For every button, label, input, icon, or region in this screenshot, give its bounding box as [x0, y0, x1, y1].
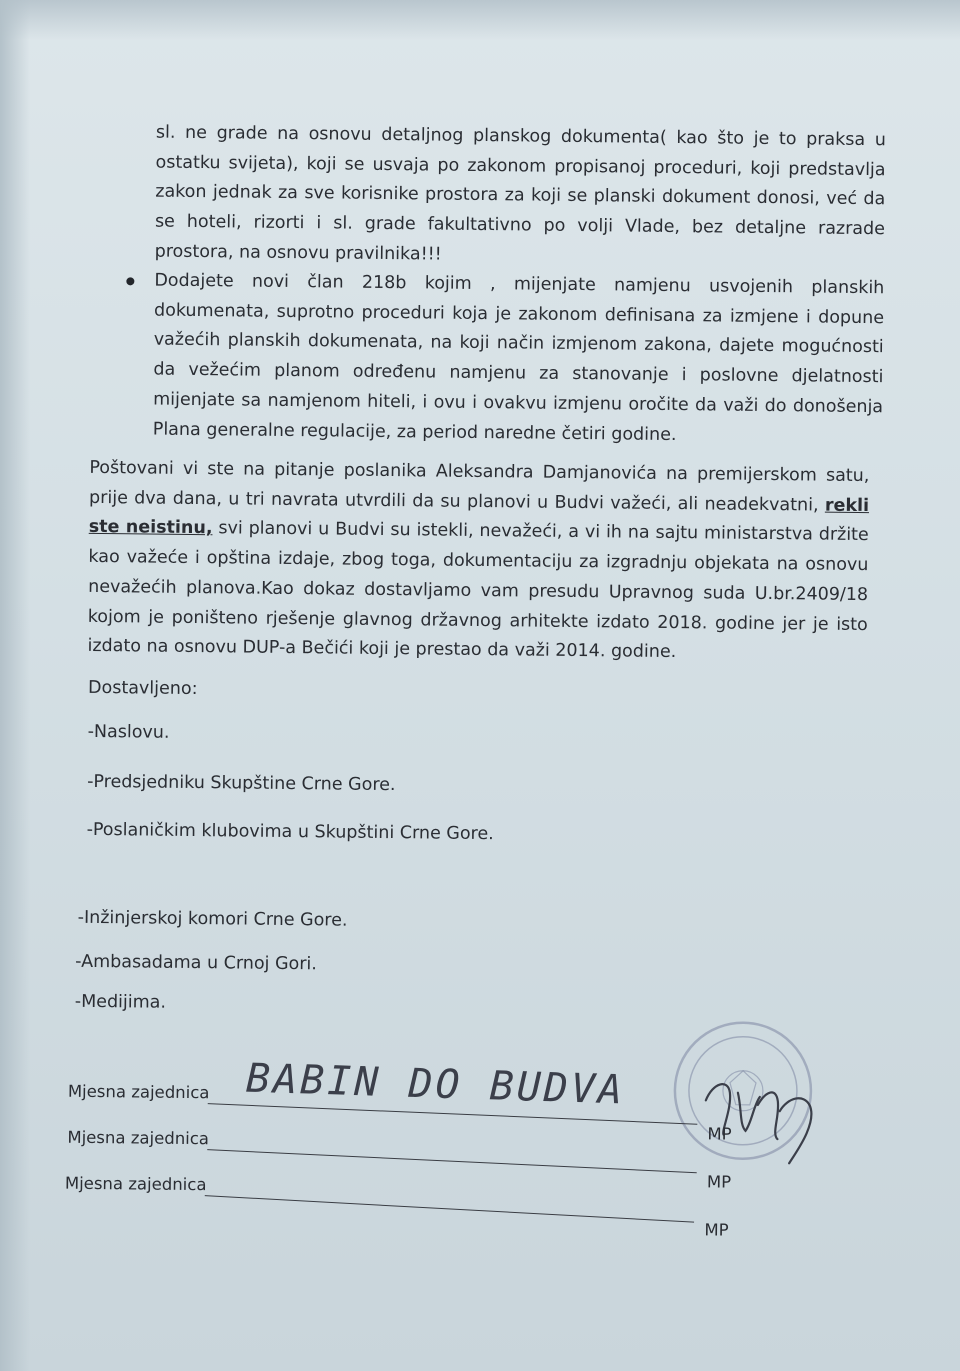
main-paragraph-emphasis: rekli ste neistinu,	[88, 495, 870, 539]
bullet-icon	[126, 277, 134, 285]
main-paragraph-before: Poštovani vi ste na pitanje poslanika Aleksandra Damjanovića na premijerskom satu, prije dva dana, u tri navrata utvrdili da su planovi u Budvi važeći, ali neadekvatni,	[88, 457, 870, 516]
top-paragraph: sl. ne grade na osnovu detaljnog planskog dokumenta( kao što je to praksa u ostatku svijeta), koji se usvaja po zakonom propisanoj proceduri, koji predstavlja zakon jednak za sve korisnike prostora za koji se planski dokument donosi, već da se hoteli, rizorti i sl. grade fakultativno po volji Vlade, bez detaljne razrade prostora, na osnovu pravilnika!!!	[154, 122, 886, 265]
stamp-seal-icon	[667, 1012, 839, 1184]
recipient-item: -Predsjedniku Skupštine Crne Gore.	[87, 771, 396, 796]
recipient-item: -Medijima.	[74, 991, 167, 1013]
recipient-item: -Ambasadama u Crnoj Gori.	[75, 951, 317, 975]
recipient-item: -Naslovu.	[87, 721, 170, 743]
signature-label: Mjesna zajednica	[67, 1081, 210, 1103]
delivered-label: Dostavljeno:	[88, 677, 198, 700]
signature-label: Mjesna zajednica	[64, 1173, 207, 1195]
main-paragraph	[87, 454, 869, 670]
recipient-item: -Inžinjerskoj komori Crne Gore.	[77, 907, 348, 931]
mp-label: MP	[704, 1220, 729, 1240]
bullet-paragraph: Dodajete novi član 218b kojim , mijenjate namjenu usvojenih planskih dokumenata, suprotno proceduri koja je zakonom definisana za izmjene i dopune važećih planskih dokumenata, na koji način izmjenom zakona, dajete mogućnosti da vežećim planom određenu namjenu za stanovanje i poslovne djelatnosti mijenjate sa namjenom hiteli, i ovu i ovakvu izmjenu oročite da važi do donošenja Plana generalne regulacije, za period naredne četiri godine.	[152, 270, 885, 445]
signature-line	[207, 1149, 697, 1173]
signature-label: Mjesna zajednica	[67, 1127, 210, 1149]
signature-line	[205, 1195, 694, 1222]
mp-label: MP	[706, 1172, 732, 1192]
mp-label: MP	[707, 1124, 732, 1144]
handwritten-name: BABIN DO BUDVA	[245, 1055, 626, 1114]
main-paragraph-after: svi planovi u Budvi su istekli, nevažeći, a vi ih na sajtu ministarstva držite kao važeće i opština izdaje, zbog toga, dokumentaciju za izgradnju objekata na osnovu nevažećih planova.Kao dokaz dostavljamo vam presudu Upravnog suda U.br.2409/18 kojom je poništeno rješenje glavnog državnog arhitekte izdato 2018. godine jer je isto izdato na osnovu DUP-a Bečići koji je prestao da važi 2014. godine.	[87, 518, 869, 663]
recipient-item: -Poslaničkim klubovima u Skupštini Crne Gore.	[86, 819, 494, 845]
